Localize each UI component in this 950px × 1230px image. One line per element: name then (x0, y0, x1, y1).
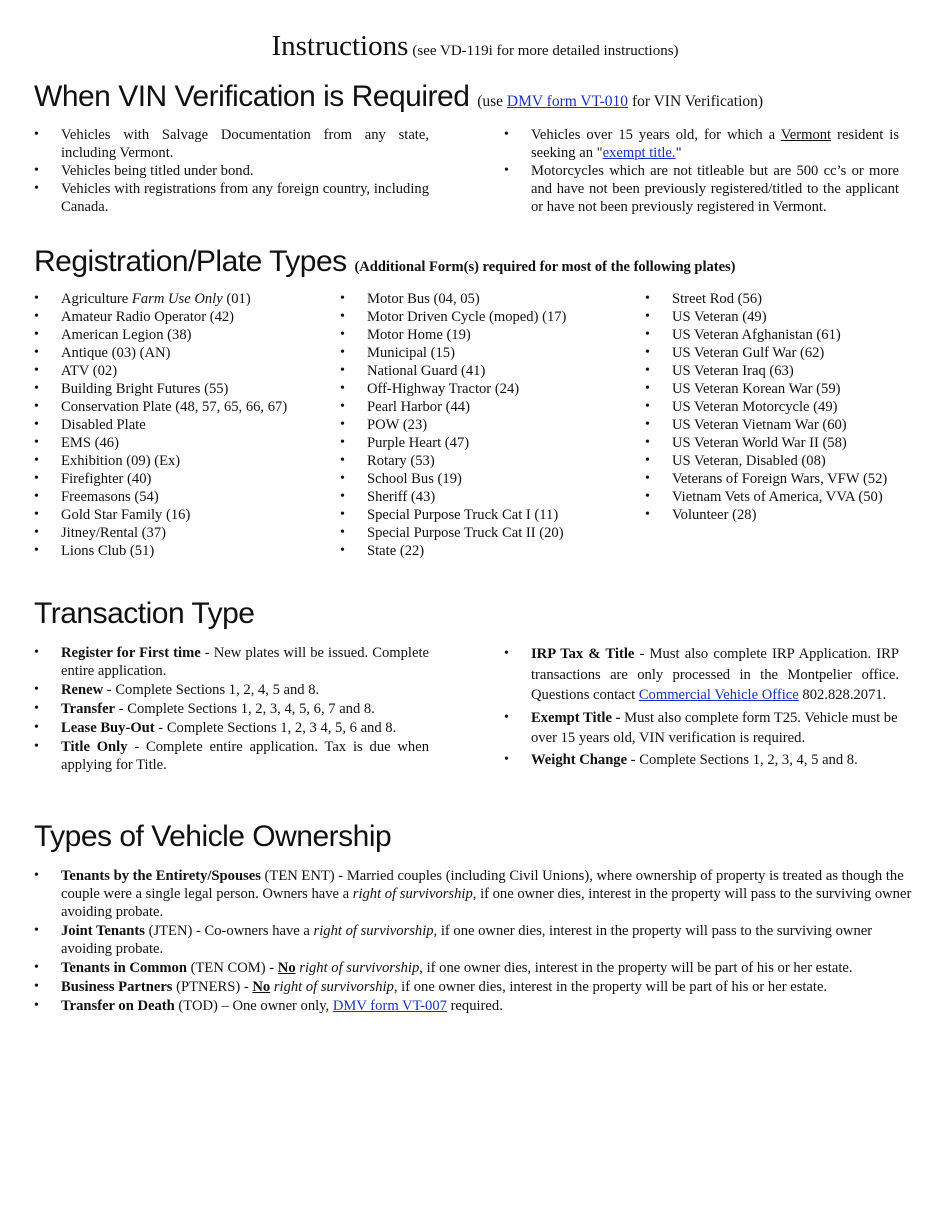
list-item: • Agriculture Farm Use Only (01) (34, 290, 334, 308)
list-item: • Weight Change - Complete Sections 1, 2, 3, 4, 5 and 8. (504, 750, 899, 770)
list-item: • Tenants in Common (TEN COM) - No right of survivorship, if one owner dies, interest in the property will be part of his or her estate. (34, 959, 918, 977)
list-item: • Register for First time - New plates will be issued. Complete entire application. (34, 644, 429, 680)
list-item: • Jitney/Rental (37) (34, 524, 334, 542)
list-item: • Business Partners (PTNERS) - No right of survivorship, if one owner dies, interest in the property will be part of his or her estate. (34, 978, 918, 996)
ownership-heading-row (34, 820, 391, 854)
list-item: • US Veteran, Disabled (08) (645, 452, 935, 470)
list-item: • US Veteran Gulf War (62) (645, 344, 935, 362)
list-item: • Vehicles with Salvage Documentation from any state, including Vermont. (34, 126, 429, 162)
list-item: • State (22) (340, 542, 640, 560)
vt-010-link[interactable]: DMV form VT-010 (506, 93, 629, 110)
commercial-vehicle-office-link[interactable]: Commercial Vehicle Office (638, 687, 799, 703)
plates-note: (Additional Form(s) required for most of the following plates) (354, 259, 736, 275)
list-item: • Vehicles over 15 years old, for which a Vermont resident is seeking an "exempt title." (504, 126, 899, 162)
page-title: Instructions (271, 30, 409, 62)
plates-heading-row (34, 245, 735, 279)
list-item: • Motor Driven Cycle (moped) (17) (340, 308, 640, 326)
list-item: • Disabled Plate (34, 416, 334, 434)
list-item: • Special Purpose Truck Cat II (20) (340, 524, 640, 542)
list-item: • Volunteer (28) (645, 506, 935, 524)
list-item: • Vehicles with registrations from any foreign country, including Canada. (34, 180, 429, 216)
list-item: • US Veteran Motorcycle (49) (645, 398, 935, 416)
list-item: • Exempt Title - Must also complete form T25. Vehicle must be over 15 years old, VIN verification is required. (504, 708, 899, 748)
list-item: • EMS (46) (34, 434, 334, 452)
list-item: • Renew - Complete Sections 1, 2, 4, 5 and 8. (34, 681, 429, 699)
plates-heading: Registration/Plate Types (34, 245, 347, 278)
list-item: • US Veteran Vietnam War (60) (645, 416, 935, 434)
page-title-row (0, 30, 950, 63)
ownership-list (34, 867, 918, 1015)
list-item: • Firefighter (40) (34, 470, 334, 488)
page-subtitle: (see VD-119i for more detailed instructions) (412, 43, 679, 59)
list-item: • Purple Heart (47) (340, 434, 640, 452)
vermont-text: Vermont (780, 127, 832, 143)
list-item: • US Veteran World War II (58) (645, 434, 935, 452)
list-item: • Vehicles being titled under bond. (34, 162, 429, 180)
list-item: • Sheriff (43) (340, 488, 640, 506)
list-item: • Building Bright Futures (55) (34, 380, 334, 398)
list-item: • Off-Highway Tractor (24) (340, 380, 640, 398)
list-item: • US Veteran Afghanistan (61) (645, 326, 935, 344)
vin-heading: When VIN Verification is Required (34, 80, 470, 113)
list-item: • Motor Home (19) (340, 326, 640, 344)
list-item: • Joint Tenants (JTEN) - Co-owners have a right of survivorship, if one owner dies, interest in the property will pass to the surviving owner avoiding probate. (34, 922, 918, 958)
list-item: • American Legion (38) (34, 326, 334, 344)
vin-heading-row (34, 80, 763, 114)
list-item: • Amateur Radio Operator (42) (34, 308, 334, 326)
exempt-title-link[interactable]: exempt title. (602, 145, 676, 161)
list-item: • Conservation Plate (48, 57, 65, 66, 67) (34, 398, 334, 416)
list-item: • ATV (02) (34, 362, 334, 380)
list-item: • National Guard (41) (340, 362, 640, 380)
transaction-list-right (504, 644, 899, 770)
vin-list-left (34, 126, 429, 216)
list-item: • Vietnam Vets of America, VVA (50) (645, 488, 935, 506)
plates-col-2 (340, 290, 640, 560)
list-item: • Veterans of Foreign Wars, VFW (52) (645, 470, 935, 488)
list-item: • Antique (03) (AN) (34, 344, 334, 362)
list-item: • Special Purpose Truck Cat I (11) (340, 506, 640, 524)
vin-list-right (504, 126, 899, 216)
list-item: • US Veteran Iraq (63) (645, 362, 935, 380)
list-item: • Freemasons (54) (34, 488, 334, 506)
list-item: • Motor Bus (04, 05) (340, 290, 640, 308)
list-item: • Transfer - Complete Sections 1, 2, 3, 4, 5, 6, 7 and 8. (34, 700, 429, 718)
list-item: • Street Rod (56) (645, 290, 935, 308)
list-item: • US Veteran Korean War (59) (645, 380, 935, 398)
transaction-heading: Transaction Type (34, 597, 255, 630)
list-item: • Pearl Harbor (44) (340, 398, 640, 416)
vt-007-link[interactable]: DMV form VT-007 (332, 998, 447, 1014)
ownership-heading: Types of Vehicle Ownership (34, 820, 392, 853)
transaction-heading-row (34, 597, 254, 631)
transaction-list-left (34, 644, 429, 774)
list-item: • Lease Buy-Out - Complete Sections 1, 2, 3 4, 5, 6 and 8. (34, 719, 429, 737)
vin-note: (use DMV form VT-010 for VIN Verification) (477, 93, 764, 110)
list-item: • Municipal (15) (340, 344, 640, 362)
list-item: • School Bus (19) (340, 470, 640, 488)
plates-col-1 (34, 290, 334, 560)
list-item: • Transfer on Death (TOD) – One owner only, DMV form VT-007 required. (34, 997, 918, 1015)
list-item: • Title Only - Complete entire application. Tax is due when applying for Title. (34, 738, 429, 774)
list-item: • Gold Star Family (16) (34, 506, 334, 524)
list-item: • Motorcycles which are not titleable but are 500 cc’s or more and have not been previously registered/titled to the applicant or have not been previously registered in Vermont. (504, 162, 899, 216)
plates-col-3 (645, 290, 935, 524)
list-item: • Lions Club (51) (34, 542, 334, 560)
list-item: • US Veteran (49) (645, 308, 935, 326)
list-item: • IRP Tax & Title - Must also complete IRP Application. IRP transactions are only processed in the Montpelier office. Questions contact Commercial Vehicle Office 802.828.2071. (504, 644, 899, 706)
list-item: • Tenants by the Entirety/Spouses (TEN ENT) - Married couples (including Civil Unions), where ownership of property is treated as though the couple were a single legal person. Owners have a right of survivorship, if one owner dies, interest in the property will pass to the surviving owner avoiding probate. (34, 867, 918, 921)
list-item: • POW (23) (340, 416, 640, 434)
list-item: • Exhibition (09) (Ex) (34, 452, 334, 470)
list-item: • Rotary (53) (340, 452, 640, 470)
